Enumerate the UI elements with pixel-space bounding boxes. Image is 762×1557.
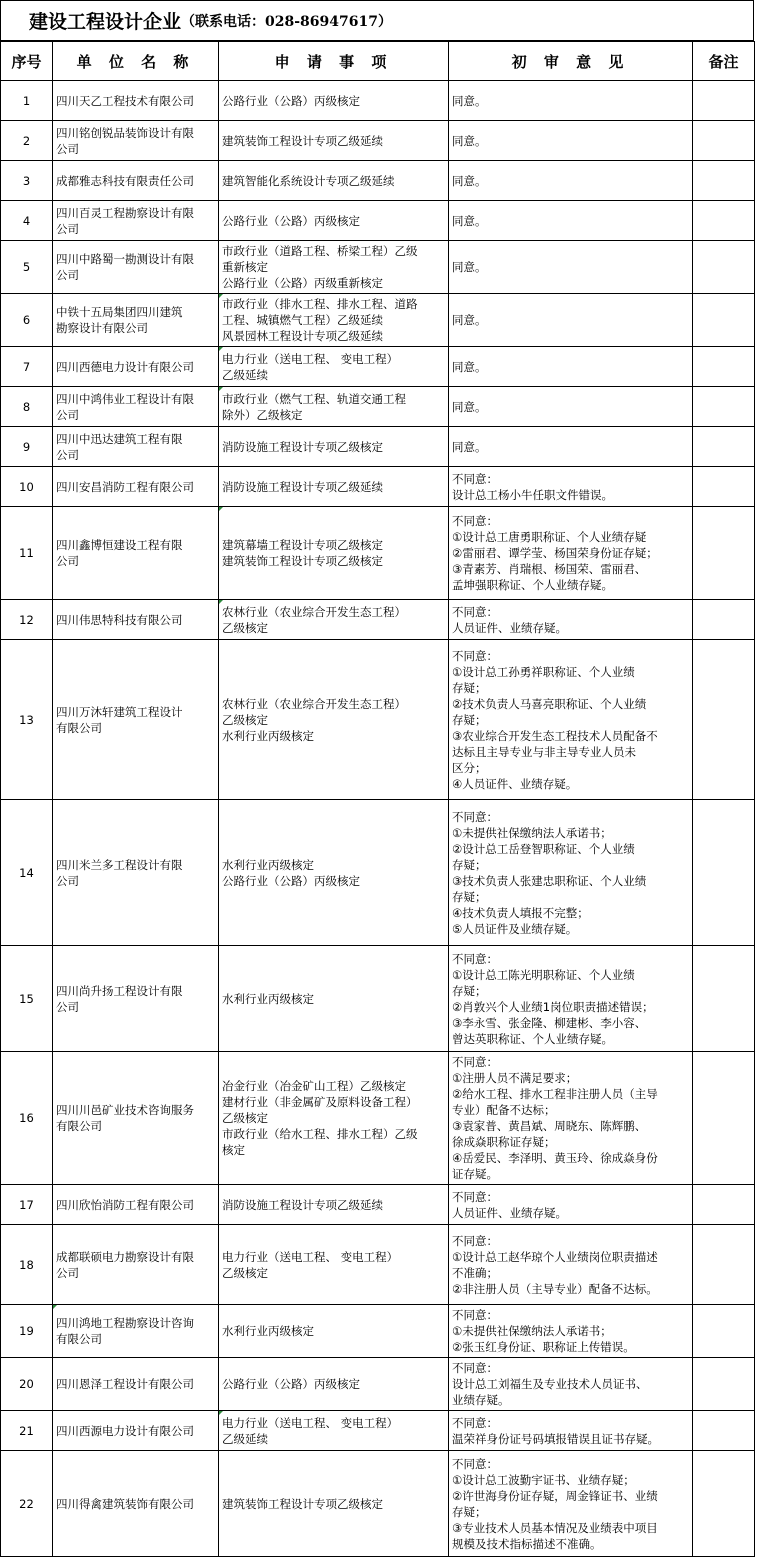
row-unit-cell: 四川伟思特科技有限公司 (53, 600, 219, 640)
row-opinion-cell: 不同意： 人员证件、业绩存疑。 (449, 600, 693, 640)
row-unit-cell: 中铁十五局集团四川建筑 勘察设计有限公司 (53, 294, 219, 347)
header-unit: 单 位 名 称 (53, 42, 219, 81)
table-row (1, 1185, 755, 1225)
row-opinion-cell: 同意。 (449, 294, 693, 347)
header-opinion: 初 审 意 见 (449, 42, 693, 81)
row-seq-cell: 9 (1, 427, 53, 467)
table-row (1, 347, 755, 387)
row-item-cell: 冶金行业（冶金矿山工程）乙级核定 建材行业（非金属矿及原料设备工程） 乙级核定 市政行业（给水工程、排水工程）乙级 核定 (219, 1052, 449, 1185)
row-seq-cell: 7 (1, 347, 53, 387)
row-opinion-cell: 同意。 (449, 387, 693, 427)
table-row (1, 946, 755, 1052)
row-unit-cell: 四川天乙工程技术有限公司 (53, 81, 219, 121)
table-row (1, 294, 755, 347)
row-seq-cell: 13 (1, 640, 53, 800)
header-seq: 序号 (1, 42, 53, 81)
row-opinion-cell: 不同意： ①注册人员不满足要求； ②给水工程、排水工程非注册人员（主导 专业）配备不达标； ③袁家普、黄昌斌、周晓东、陈辉鹏、 徐成焱职称证存疑； ④岳爱民、李泽明、黄玉玲、徐成焱身份 证存疑。 (449, 1052, 693, 1185)
row-unit-cell: 四川得禽建筑装饰有限公司 (53, 1451, 219, 1557)
table-row (1, 1451, 755, 1557)
row-seq-cell: 6 (1, 294, 53, 347)
row-item-cell: 公路行业（公路）丙级核定 (219, 201, 449, 241)
row-opinion-cell: 同意。 (449, 427, 693, 467)
row-unit-cell: 四川中迅达建筑工程有限 公司 (53, 427, 219, 467)
row-note-cell (693, 467, 755, 507)
row-unit-cell: 四川鑫博恒建设工程有限 公司 (53, 507, 219, 600)
row-opinion-cell: 同意。 (449, 201, 693, 241)
row-note-cell (693, 1451, 755, 1557)
table-row (1, 1225, 755, 1305)
row-unit-cell: 四川恩泽工程设计有限公司 (53, 1358, 219, 1411)
table-row (1, 427, 755, 467)
row-seq-cell: 2 (1, 121, 53, 161)
row-unit-cell: 成都雅志科技有限责任公司 (53, 161, 219, 201)
row-item-cell: 水利行业丙级核定 公路行业（公路）丙级核定 (219, 800, 449, 946)
row-note-cell (693, 161, 755, 201)
row-opinion-cell: 不同意： ①设计总工赵华琼个人业绩岗位职责描述 不准确； ②非注册人员（主导专业）配备不达标。 (449, 1225, 693, 1305)
row-unit-cell: 四川中鸿伟业工程设计有限 公司 (53, 387, 219, 427)
row-opinion-cell: 不同意： 设计总工杨小牛任职文件错误。 (449, 467, 693, 507)
row-item-cell: 市政行业（燃气工程、轨道交通工程 除外）乙级核定 (219, 387, 449, 427)
table-row (1, 241, 755, 294)
row-note-cell (693, 640, 755, 800)
header-item: 申 请 事 项 (219, 42, 449, 81)
header-note: 备注 (693, 42, 755, 81)
row-seq-cell: 21 (1, 1411, 53, 1451)
row-seq-cell: 20 (1, 1358, 53, 1411)
row-seq-cell: 19 (1, 1305, 53, 1358)
row-item-cell: 市政行业（排水工程、排水工程、道路 工程、城镇燃气工程）乙级延续 风景园林工程设计专项乙级延续 (219, 294, 449, 347)
table-row (1, 800, 755, 946)
row-opinion-cell: 不同意： ①设计总工孙勇祥职称证、个人业绩 存疑； ②技术负责人马喜亮职称证、个人业绩 存疑； ③农业综合开发生态工程技术人员配备不 达标且主导专业与非主导专业人员未 区分； ④人员证件、业绩存疑。 (449, 640, 693, 800)
row-unit-cell: 四川西源电力设计有限公司 (53, 1411, 219, 1451)
row-item-cell: 公路行业（公路）丙级核定 (219, 81, 449, 121)
row-seq-cell: 10 (1, 467, 53, 507)
row-note-cell (693, 1358, 755, 1411)
row-opinion-cell: 同意。 (449, 81, 693, 121)
row-item-cell: 建筑智能化系统设计专项乙级延续 (219, 161, 449, 201)
row-seq-cell: 11 (1, 507, 53, 600)
row-note-cell (693, 201, 755, 241)
row-item-cell: 建筑幕墙工程设计专项乙级核定 建筑装饰工程设计专项乙级核定 (219, 507, 449, 600)
row-note-cell (693, 600, 755, 640)
row-seq-cell: 18 (1, 1225, 53, 1305)
row-opinion-cell: 不同意： ①设计总工波勤宇证书、业绩存疑； ②许世海身份证存疑，周金锋证书、业绩 存疑； ③专业技术人员基本情况及业绩表中项目 规模及技术指标描述不准确。 (449, 1451, 693, 1557)
header-row (1, 42, 755, 81)
row-note-cell (693, 1185, 755, 1225)
row-opinion-cell: 不同意： ①未提供社保缴纳法人承诺书； ②设计总工岳登智职称证、个人业绩 存疑； ③技术负责人张建忠职称证、个人业绩 存疑； ④技术负责人填报不完整； ⑤人员证件及业绩存疑。 (449, 800, 693, 946)
row-item-cell: 公路行业（公路）丙级核定 (219, 1358, 449, 1411)
row-seq-cell: 15 (1, 946, 53, 1052)
table-body (1, 81, 755, 1557)
row-item-cell: 水利行业丙级核定 (219, 946, 449, 1052)
row-seq-cell: 5 (1, 241, 53, 294)
table-row (1, 161, 755, 201)
row-note-cell (693, 241, 755, 294)
row-seq-cell: 12 (1, 600, 53, 640)
row-unit-cell: 四川川邑矿业技术咨询服务 有限公司 (53, 1052, 219, 1185)
row-unit-cell: 四川安昌消防工程有限公司 (53, 467, 219, 507)
row-unit-cell: 四川尚升扬工程设计有限 公司 (53, 946, 219, 1052)
page-title (0, 0, 754, 41)
table-row (1, 600, 755, 640)
row-opinion-cell: 同意。 (449, 347, 693, 387)
row-unit-cell: 成都联硕电力勘察设计有限 公司 (53, 1225, 219, 1305)
row-note-cell (693, 427, 755, 467)
row-item-cell: 市政行业（道路工程、桥梁工程）乙级 重新核定 公路行业（公路）丙级重新核定 (219, 241, 449, 294)
table-row (1, 1358, 755, 1411)
row-opinion-cell: 不同意： 设计总工刘福生及专业技术人员证书、 业绩存疑。 (449, 1358, 693, 1411)
row-item-cell: 农林行业（农业综合开发生态工程） 乙级核定 (219, 600, 449, 640)
row-note-cell (693, 1411, 755, 1451)
row-item-cell: 消防设施工程设计专项乙级延续 (219, 467, 449, 507)
table-row (1, 387, 755, 427)
row-note-cell (693, 347, 755, 387)
row-note-cell (693, 81, 755, 121)
row-unit-cell: 四川百灵工程勘察设计有限 公司 (53, 201, 219, 241)
row-note-cell (693, 387, 755, 427)
row-seq-cell: 22 (1, 1451, 53, 1557)
row-item-cell: 水利行业丙级核定 (219, 1305, 449, 1358)
row-seq-cell: 16 (1, 1052, 53, 1185)
row-unit-cell: 四川铭创锐品装饰设计有限 公司 (53, 121, 219, 161)
row-opinion-cell: 同意。 (449, 161, 693, 201)
table-row (1, 1052, 755, 1185)
row-opinion-cell: 同意。 (449, 241, 693, 294)
table-row (1, 640, 755, 800)
row-item-cell: 建筑装饰工程设计专项乙级延续 (219, 121, 449, 161)
row-item-cell: 建筑装饰工程设计专项乙级核定 (219, 1451, 449, 1557)
row-item-cell: 农林行业（农业综合开发生态工程） 乙级核定 水利行业丙级核定 (219, 640, 449, 800)
row-note-cell (693, 121, 755, 161)
row-note-cell (693, 1052, 755, 1185)
row-seq-cell: 14 (1, 800, 53, 946)
row-seq-cell: 1 (1, 81, 53, 121)
row-seq-cell: 17 (1, 1185, 53, 1225)
row-unit-cell: 四川欣怡消防工程有限公司 (53, 1185, 219, 1225)
table-row (1, 507, 755, 600)
row-item-cell: 电力行业（送电工程、 变电工程） 乙级延续 (219, 1411, 449, 1451)
row-note-cell (693, 1305, 755, 1358)
row-item-cell: 消防设施工程设计专项乙级延续 (219, 1185, 449, 1225)
row-seq-cell: 3 (1, 161, 53, 201)
row-unit-cell: 四川鸿地工程勘察设计咨询 有限公司 (53, 1305, 219, 1358)
row-item-cell: 电力行业（送电工程、 变电工程） 乙级延续 (219, 347, 449, 387)
row-opinion-cell: 不同意： ①未提供社保缴纳法人承诺书； ②张玉红身份证、职称证上传错误。 (449, 1305, 693, 1358)
row-opinion-cell: 不同意： 人员证件、业绩存疑。 (449, 1185, 693, 1225)
row-opinion-cell: 同意。 (449, 121, 693, 161)
row-note-cell (693, 294, 755, 347)
row-unit-cell: 四川米兰多工程设计有限 公司 (53, 800, 219, 946)
table-row (1, 1411, 755, 1451)
row-note-cell (693, 507, 755, 600)
row-note-cell (693, 1225, 755, 1305)
row-unit-cell: 四川中路蜀一勘测设计有限 公司 (53, 241, 219, 294)
table-row (1, 81, 755, 121)
row-note-cell (693, 800, 755, 946)
row-seq-cell: 8 (1, 387, 53, 427)
title-main: 建设工程设计企业 (29, 11, 182, 33)
review-table (0, 41, 755, 1557)
row-unit-cell: 四川万沐轩建筑工程设计 有限公司 (53, 640, 219, 800)
row-item-cell: 电力行业（送电工程、 变电工程） 乙级核定 (219, 1225, 449, 1305)
row-item-cell: 消防设施工程设计专项乙级核定 (219, 427, 449, 467)
row-opinion-cell: 不同意： ①设计总工陈光明职称证、个人业绩 存疑； ②肖敦兴个人业绩1岗位职责描述错误； ③李永雪、张金隆、柳建彬、李小容、 曾达英职称证、个人业绩存疑。 (449, 946, 693, 1052)
row-seq-cell: 4 (1, 201, 53, 241)
title-phone: （联系电话：028-86947617） (181, 13, 392, 30)
row-opinion-cell: 不同意： 温荣祥身份证号码填报错误且证书存疑。 (449, 1411, 693, 1451)
row-unit-cell: 四川西德电力设计有限公司 (53, 347, 219, 387)
row-opinion-cell: 不同意： ①设计总工唐勇职称证、个人业绩存疑 ②雷丽君、谭学莹、杨国荣身份证存疑； ③青素芳、肖瑞根、杨国荣、雷丽君、 孟坤强职称证、个人业绩存疑。 (449, 507, 693, 600)
table-row (1, 201, 755, 241)
table-row (1, 467, 755, 507)
table-row (1, 121, 755, 161)
table-row (1, 1305, 755, 1358)
row-note-cell (693, 946, 755, 1052)
